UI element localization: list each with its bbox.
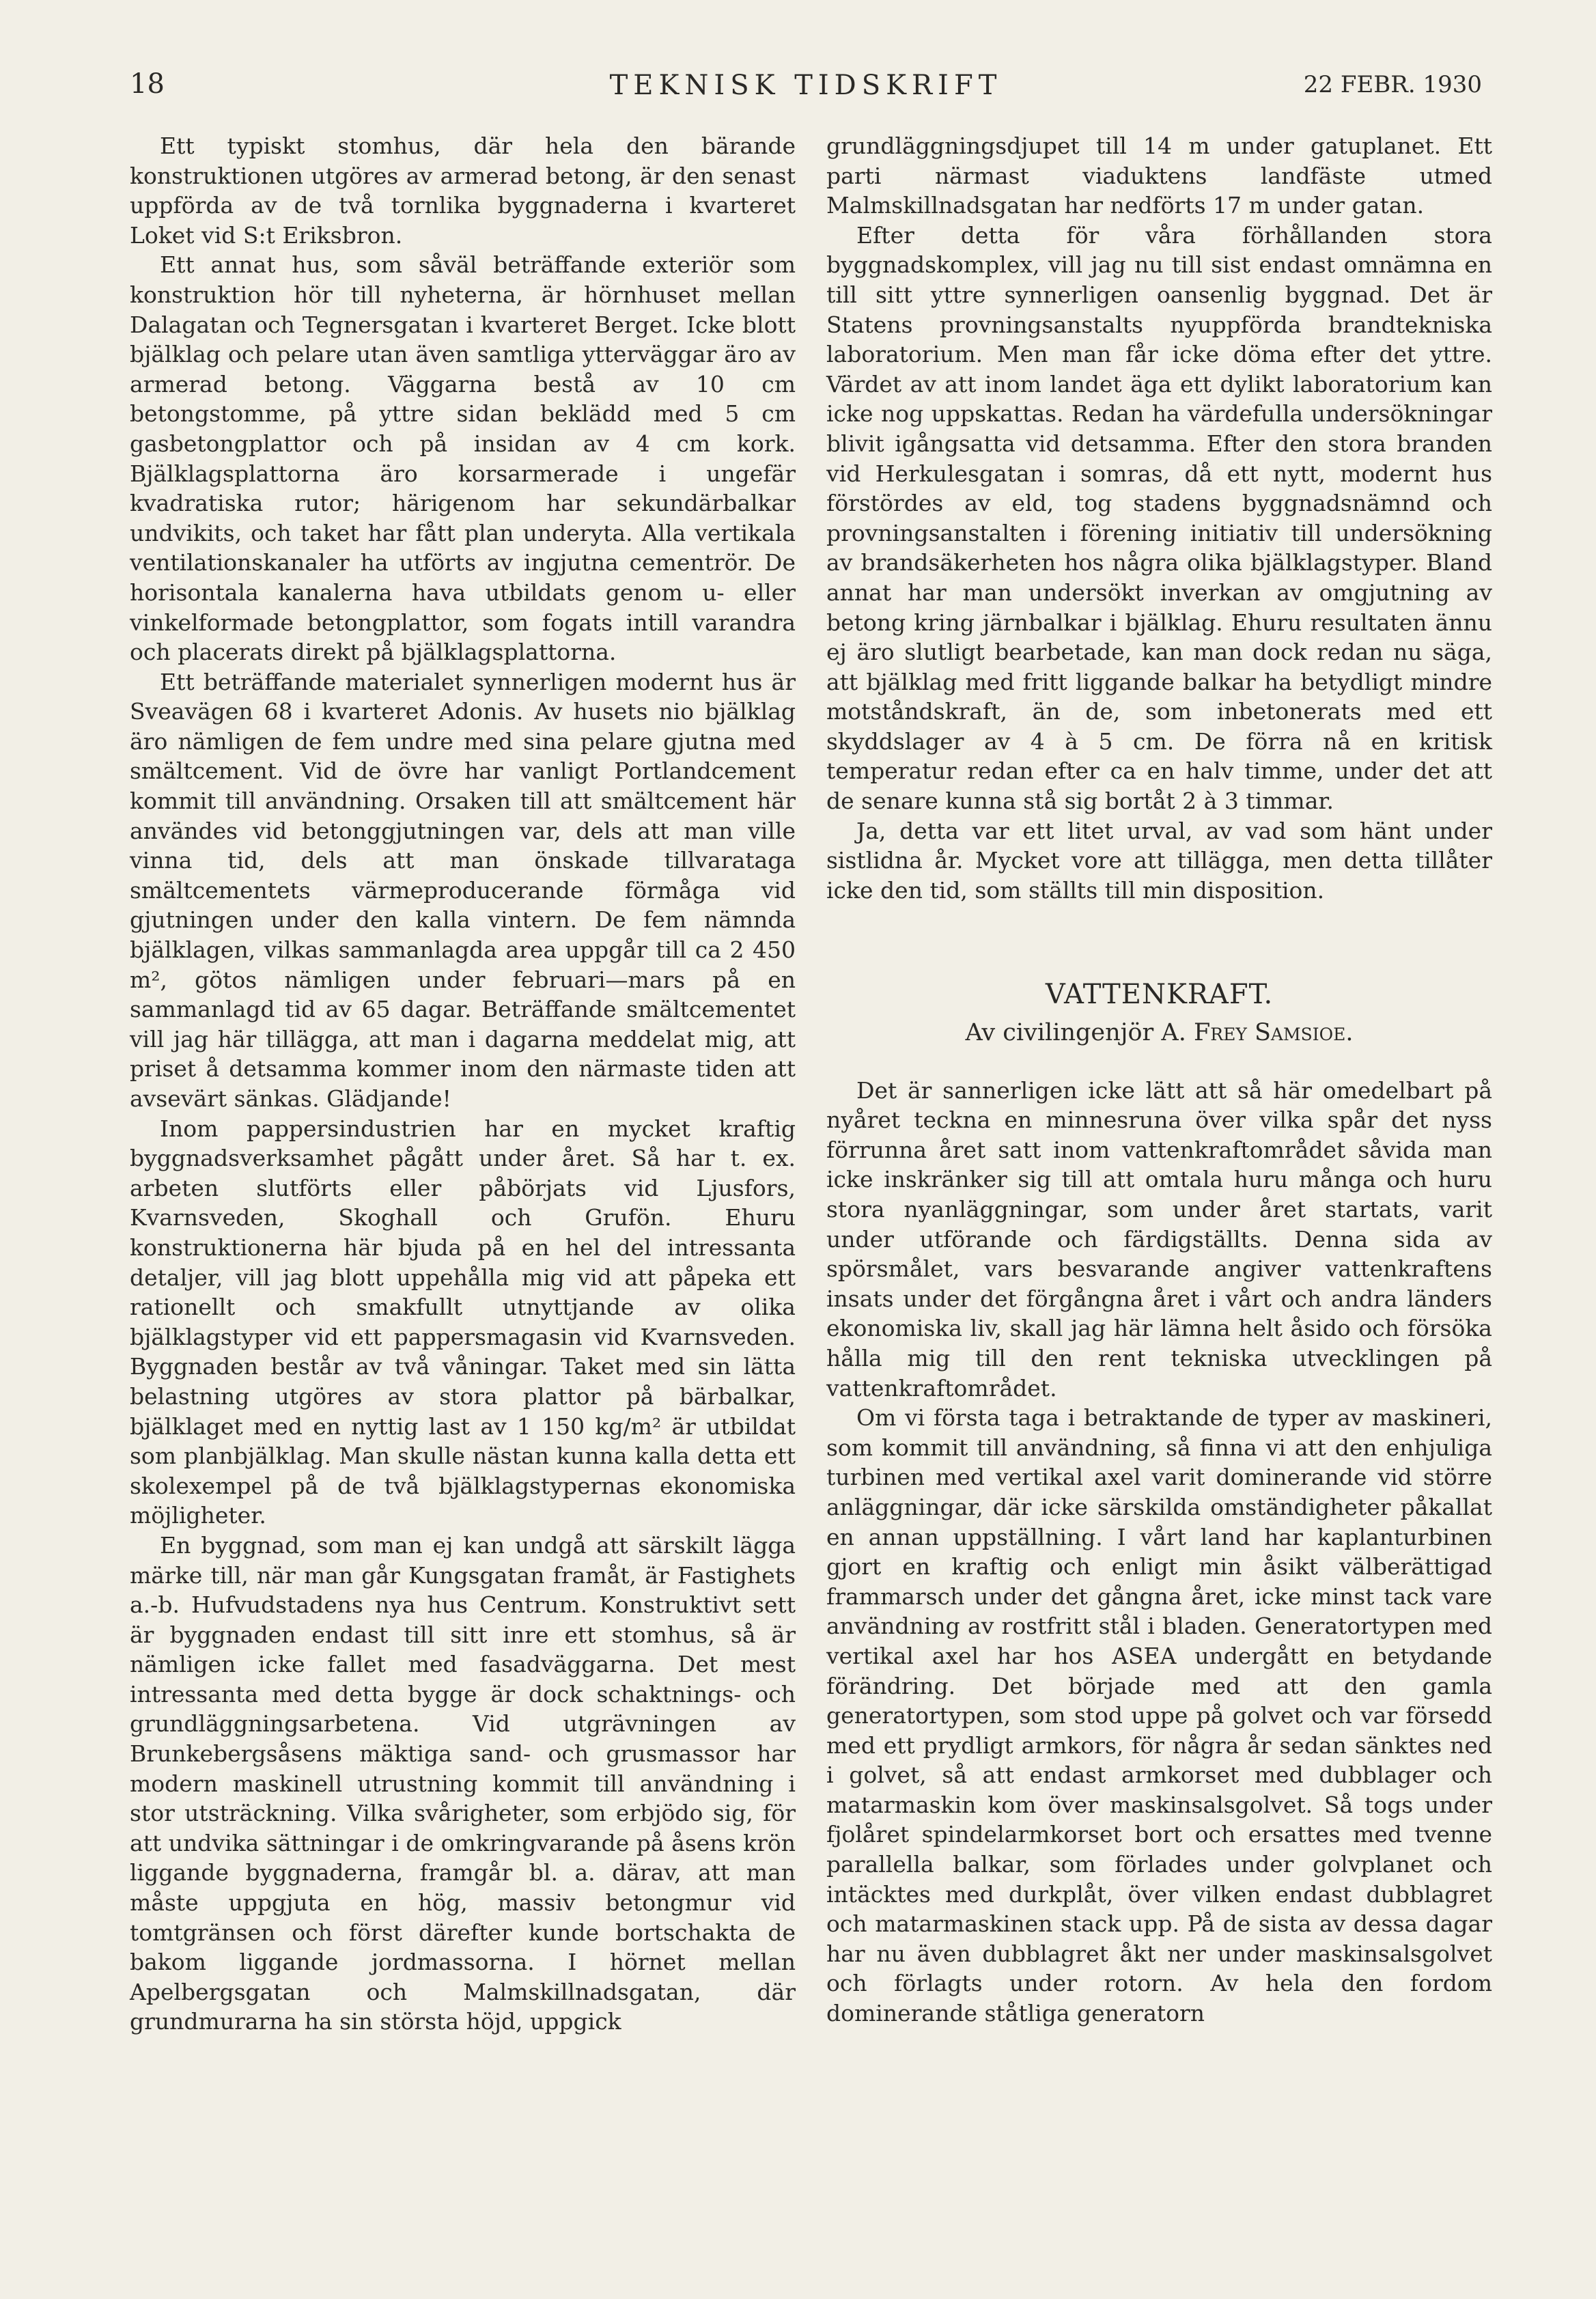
paragraph: Ett beträffande materialet synnerligen modernt hus är Sveavägen 68 i kvarteret Adonis. Av husets nio bjälklag äro nämligen de fem undre med sina pelare gjutna med smältcement. Vid de övre har vanligt Portlandcement kommit till användning. Orsaken till att smältcement här användes vid betonggjutningen var, dels att man ville vinna tid, dels att man önskade tillvaratagа smältcementets värmeproducerande förmåga vid gjutningen under den kalla vintern. De fem nämnda bjälklagen, vilkas sammanlagda area uppgår till ca 2 450 m², götos nämligen under februari—mars på en sammanlagd tid av 65 dagar. Beträffande smältcementet vill jag här tillägga, att man i dagarna meddelat mig, att priset å detsamma kommer inom den närmaste tiden att avsevärt sänkas. Glädjande! [130, 668, 796, 1112]
paragraph: En byggnad, som man ej kan undgå att särskilt lägga märke till, när man går Kungsgatan framåt, är Fastighets a.-b. Hufvudstadens nya hus Centrum. Konstruktivt sett är byggnaden endast till sitt inre ett stomhus, så är nämligen icke fallet med fasadväggarna. Det mest intressanta med detta bygge är dock schaktnings- och grundläggningsarbetena. Vid utgrävningen av Brunkebergsåsens mäktiga sand- och grusmassor har modern maskinell utrustning kommit till användning i stor utsträckning. Vilka svårigheter, som erbjödo sig, för att undvika sättningar i de omkringvarande på åsens krön liggande byggnaderna, framgår bl. a. därav, att man måste uppgjuta en hög, massiv betongmur vid tomtgränsen och först därefter kunde bortschakta de bakom liggande jordmassorna. I hörnet mellan Apelbergsgatan och Malmskillnadsgatan, där grundmurarna ha sin största höjd, uppgick [130, 1531, 796, 2035]
paragraph: Ja, detta var ett litet urval, av vad som hänt under sistlidna år. Mycket vore att tillägga, men detta tillåter icke den tid, som ställts till min disposition. [826, 817, 1492, 904]
byline-author: Frey Samsioe. [1193, 1019, 1354, 1047]
byline-prefix: Av civilingenjör A. [965, 1019, 1186, 1047]
page-number: 18 [130, 68, 165, 100]
paragraph: grundläggningsdjupet till 14 m under gatuplanet. Ett parti närmast viaduktens landfäste utmed Malmskillnadsgatan har nedförts 17 m under gatan. [826, 133, 1492, 219]
paragraph: Om vi första taga i betraktande de typer av maskineri, som kommit till användning, så finna vi att den enhjuliga turbinen med vertikal axel varit dominerande vid större anläggningar, där icke särskilda omständigheter påkallat en annan uppställning. I vårt land har kaplanturbinen gjort en kraftig och enligt min åsikt välberättigad frammarsch under det gångna året, icke minst tack vare användning av rostfritt stål i bladen. Generatortypen med vertikal axel har hos ASEA undergått en betydande förändring. Det började med att den gamla generatortypen, som stod uppe på golvet och var försedd med ett prydligt armkors, för några år sedan sänktes ned i golvet, så att endast armkorset med dubblager och matarmaskin kom över maskinsalsgolvet. Så togs under fjolåret spindelarmkorset bort och ersattes med tvenne parallella balkar, som förlades under golvplanet och intäcktes med durkplåt, över vilken endast dubblagret och matarmaskinen stack upp. På de sista av dessa dagar har nu även dubblagret åkt ner under maskinsalsgolvet och förlagts under rotorn. Av hela den fordom dominerande ståtliga generatorn [826, 1404, 1492, 2027]
paragraph: Ett typiskt stomhus, där hela den bärande konstruktionen utgöres av armerad betong, är den senast uppförda av de två tornlika byggnaderna i kvarteret Loket vid S:t Eriksbron. [130, 133, 796, 249]
issue-date: 22 FEBR. 1930 [1303, 71, 1482, 98]
paragraph: Ett annat hus, som såväl beträffande exteriör som konstruktion hör till nyheterna, är hörnhuset mellan Dalagatan och Tegnersgatan i kvarteret Berget. Icke blott bjälklag och pelare utan även samtliga ytterväggar äro av armerad betong. Väggarna bestå av 10 cm betongstomme, på yttre sidan beklädd med 5 cm gasbetongplattor och på insidan av 4 cm kork. Bjälklagsplattorna äro korsarmerade i ungefär kvadratiska rutor; härigenom har sekundärbalkar undvikits, och taket har fått plan underyta. Alla vertikala ventilationskanaler ha utförts av ingjutna cementrör. De horisontala kanalerna hava utbildats genom u- eller vinkelformade betongplattor, som fogats intill varandra och placerats direkt på bjälklagsplattorna. [130, 251, 796, 666]
left-column [130, 131, 796, 2037]
paragraph: Efter detta för våra förhållanden stora byggnadskomplex, vill jag nu till sist endast omnämna en till sitt yttre synnerligen oansenlig byggnad. Det är Statens provningsanstalts nyuppförda brandtekniska laboratorium. Men man får icke döma efter det yttre. Värdet av att inom landet äga ett dylikt laboratorium kan icke nog uppskattas. Redan ha värdefulla undersökningar blivit igångsatta vid detsamma. Efter den stora branden vid Herkulesgatan i somras, då ett nytt, modernt hus förstördes av eld, tog stadens byggnadsnämnd och provningsanstalten i förening initiativ till undersökning av brandsäkerheten hos några olika bjälklagstyper. Bland annat har man undersökt inverkan av omgjutning av betong kring järnbalkar i bjälklag. Ehuru resultaten ännu ej äro slutligt bearbetade, kan man dock redan nu säga, att bjälklag med fritt liggande balkar ha betydligt mindre motståndskraft, än de, som inbetonerats med ett skyddslager av 4 à 5 cm. De förra nå en kritisk temperatur redan efter ca en halv timme, under det att de senare kunna stå sig bortåt 2 à 3 timmar. [826, 221, 1492, 815]
journal-title: TEKNISK TIDSKRIFT [609, 70, 1003, 101]
paragraph: Inom pappersindustrien har en mycket kraftig byggnadsverksamhet pågått under året. Så har t. ex. arbeten slutförts eller påbörjats vid Ljusfors, Kvarnsveden, Skoghall och Grufön. Ehuru konstruktionerna här bjuda på en hel del intressanta detaljer, vill jag blott uppehålla mig vid att påpeka ett rationellt och smakfullt utnyttjande av olika bjälklagstyper vid ett pappersmagasin vid Kvarnsveden. Byggnaden består av två våningar. Taket med sin lätta belastning utgöres av stora plattor på bärbalkar, bjälklaget med en nyttig last av 1 150 kg/m² är utbildat som planbjälklag. Man skulle nästan kunna kalla detta ett skolexempel på de två bjälklagstypernas ekonomiska möjligheter. [130, 1115, 796, 1529]
paragraph: Det är sannerligen icke lätt att så här omedelbart på nyåret teckna en minnesruna över vilka spår det nyss förrunna året satt inom vattenkraftområdet såvida man icke inskränker sig till att omtala huru många och huru stora nyanläggningar, som under året startats, varit under utförande och färdigställts. Denna sida av spörsmålet, vars besvarande angiver vattenkraftens insats under det förgångna året i vårt och andra länders ekonomiska liv, skall jag här lämna helt åsido och försöka hålla mig till den rent tekniska utvecklingen på vattenkraftområdet. [826, 1076, 1492, 1402]
right-column [826, 131, 1492, 2029]
article-title: VATTENKRAFT. [1045, 979, 1274, 1011]
article-byline [826, 1018, 1492, 1048]
page-header [130, 68, 1482, 109]
